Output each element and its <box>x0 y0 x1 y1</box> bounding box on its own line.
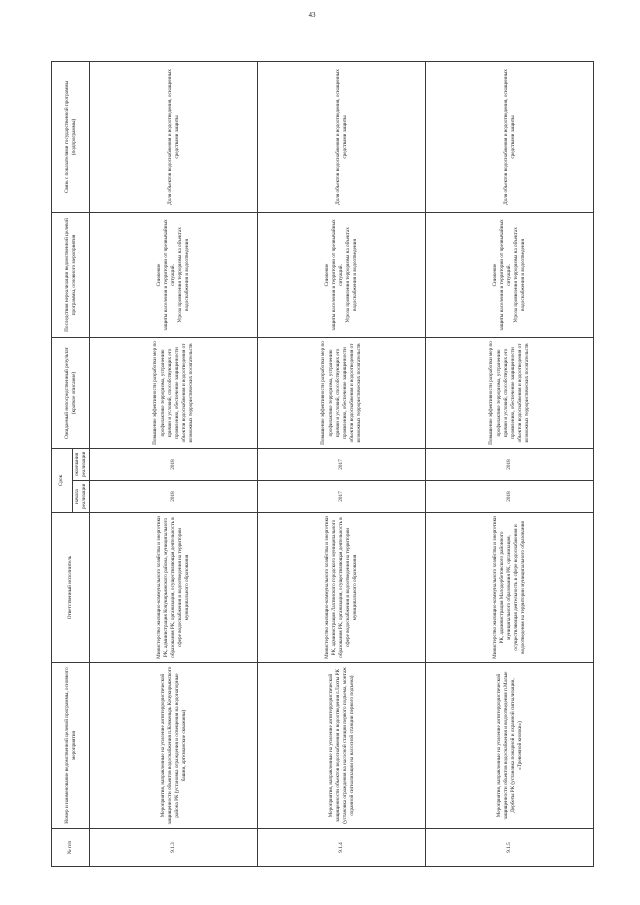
header-num: № п/п <box>52 829 90 867</box>
row-start: 2018 <box>90 481 258 513</box>
header-link: Связь с показателями государственной программы (подпрограммы) <box>52 61 90 212</box>
row-end: 2017 <box>258 448 426 480</box>
page-number: 43 <box>308 11 316 19</box>
header-consequences: Последствия нереализации ведомственной целевой программы, основного мероприятия <box>52 212 90 337</box>
row-executor: Министерство жилищно-коммунального хозяйства и энергетики РК, администрация Лахтинского городского муниципального образования РК, организация, осуществляющая деятельность в сфере водоснабжения и водоотведения на территории муниципального образования <box>258 513 426 663</box>
row-num: 9.1.3 <box>90 829 258 867</box>
rotated-table-page <box>51 62 583 867</box>
header-result: Ожидаемый непосредственный результат (краткое описание) <box>52 337 90 448</box>
row-result: Повышение эффективности разработки мер по профилактике терроризма, устранению причин и условий, способствующих его проявлению, обеспечение защищенности объектов водоснабжения и водоотведения от возможных террористических посягательств <box>90 337 258 448</box>
row-link: Доля объектов водоснабжения и водоотведения, оснащенных средствами защиты <box>426 61 594 212</box>
row-executor: Министерство жилищно-коммунального хозяйства и энергетики РК, администрация Малодербетовского районного муниципального образования РК, организация, осуществляющая деятельность в сфере водоснабжения и водоотведения на территории муниципального образования <box>426 513 594 663</box>
header-row <box>52 61 73 866</box>
header-term-end: окончания реализации <box>73 448 90 480</box>
header-term: Срок <box>52 448 73 512</box>
row-link: Доля объектов водоснабжения и водоотведения, оснащенных средствами защиты <box>258 61 426 212</box>
table-row <box>258 61 426 866</box>
row-num: 9.1.4 <box>258 829 426 867</box>
row-end: 2018 <box>90 448 258 480</box>
row-start: 2017 <box>258 481 426 513</box>
table-row <box>90 61 258 866</box>
header-name: Номер и наименование ведомственной целевой программы, основного мероприятия <box>52 663 90 829</box>
row-name: Мероприятия, направленные на усиление антитеррористической защищенности объектов водоснабжения и водоотведения г.Лахты РК (установка ограждения на насосной станции первого подъема, монтаж охранной сигнализации на насосной станции первого подъема) <box>258 663 426 829</box>
row-result: Повышение эффективности разработки мер по профилактике терроризма, устранению причин и условий, способствующих его проявлению, обеспечение защищенности объектов водоснабжения и водоотведения от возможных террористических посягательств <box>426 337 594 448</box>
row-consequences: Снижение защиты населения и территории от чрезвычайных ситуаций. Угроза проявления терроризма на объектах водоснабжения и водоотведения <box>426 212 594 337</box>
header-term-start: начала реализации <box>73 481 90 513</box>
row-name: Мероприятия, направленные на усиление антитеррористической защищенности объектов водоснабжения п.Кочкеньрь Кочукирьяжского района РК (установка ограждения и освещения на водонапорные башни, артезианские скважины) <box>90 663 258 829</box>
table-row <box>426 61 594 866</box>
header-executor: Ответственный исполнитель <box>52 513 90 663</box>
row-result: Повышение эффективности разработки мер по профилактике терроризма, устранению причин и условий, способствующих его проявлению, обеспечение защищенности объектов водоснабжения и водоотведения от возможных террористических посягательств <box>258 337 426 448</box>
row-start: 2018 <box>426 481 594 513</box>
row-link: Доля объектов водоснабжения и водоотведения, оснащенных средствами защиты <box>90 61 258 212</box>
row-consequences: Снижение защиты населения и территории от чрезвычайных ситуаций. Угроза проявления терроризма на объектах водоснабжения и водоотведения <box>90 212 258 337</box>
row-name: Мероприятия, направленные на усиление антитеррористической защищенности объектов водоснабжения и водоотведения п.Малые Дербеты РК (установка пожарной и охранной сигнализации, «Тревожной кнопки») <box>426 663 594 829</box>
row-end: 2018 <box>426 448 594 480</box>
program-table <box>51 61 594 867</box>
row-consequences: Снижение защиты населения и территории от чрезвычайных ситуаций. Угроза проявления терроризма на объектах водоснабжения и водоотведения <box>258 212 426 337</box>
row-num: 9.1.5 <box>426 829 594 867</box>
row-executor: Министерство жилищно-коммунального хозяйства и энергетики РК, администрация Кочукирьяжского района, муниципального образования РК, организация, осуществляющая деятельность в сфере водоснабжения и водоотведения на территории муниципального образования <box>90 513 258 663</box>
